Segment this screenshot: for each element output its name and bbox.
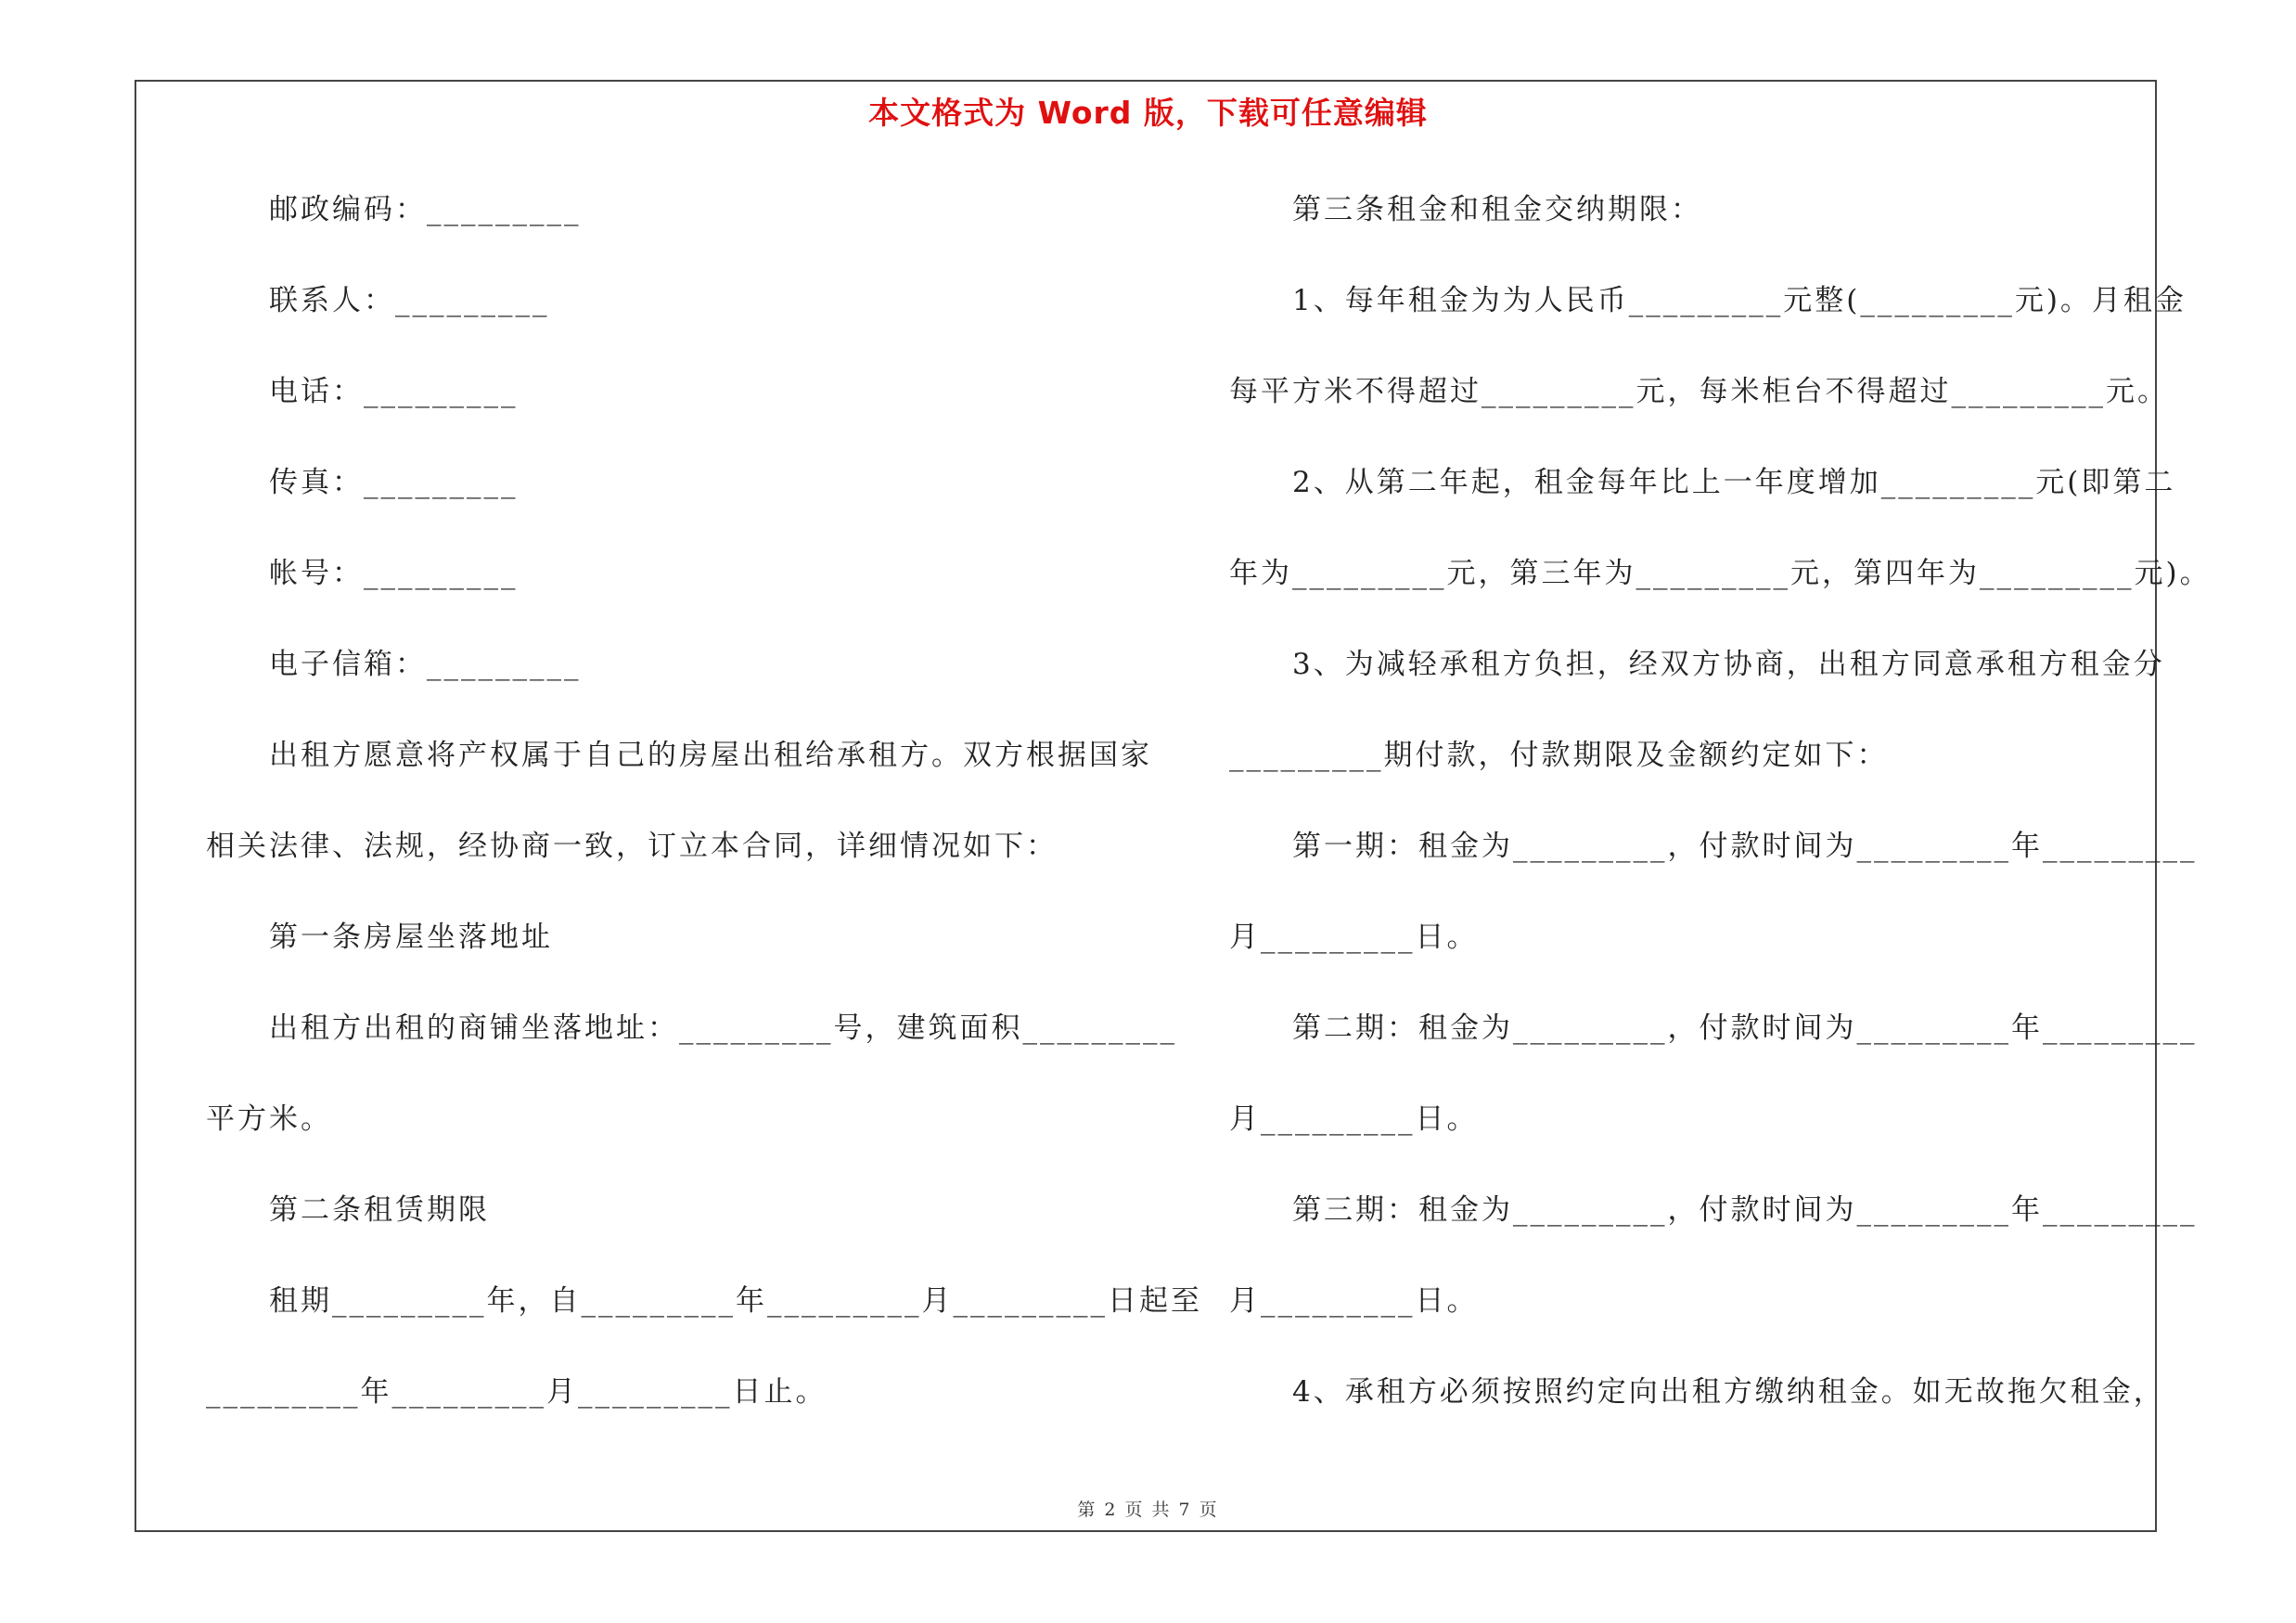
rent-clause-4-line-1: 4、承租方必须按照约定向出租方缴纳租金。如无故拖欠租金， (1292, 1375, 2165, 1409)
account-line: 帐号：_________ (269, 557, 519, 590)
installment-1-line-1: 第一期：租金为_________，付款时间为_________年_________ (1292, 830, 2198, 863)
rent-clause-3-line-1: 3、为减轻承租方负担，经双方协商，出租方同意承租方租金分 (1292, 648, 2165, 681)
intro-paragraph-line-2: 相关法律、法规，经协商一致，订立本合同，详细情况如下： (206, 830, 1058, 863)
article-1-heading: 第一条房屋坐落地址 (269, 921, 553, 954)
rent-clause-1-line-2: 每平方米不得超过_________元，每米柜台不得超过_________元。 (1229, 375, 2169, 408)
email-line: 电子信箱：_________ (269, 648, 582, 681)
format-banner: 本文格式为 Word 版，下载可任意编辑 (868, 95, 1428, 131)
installment-2-line-2: 月_________日。 (1229, 1102, 1479, 1136)
installment-3-line-2: 月_________日。 (1229, 1284, 1479, 1318)
postal-code-line: 邮政编码：_________ (269, 193, 582, 226)
lease-term-line-1: 租期_________年，自_________年_________月_________日起至 (269, 1284, 1202, 1318)
rent-clause-1-line-1: 1、每年租金为为人民币_________元整(_________元)。月租金 (1292, 284, 2187, 317)
intro-paragraph-line-1: 出租方愿意将产权属于自己的房屋出租给承租方。双方根据国家 (269, 739, 1152, 772)
article-2-heading: 第二条租赁期限 (269, 1193, 490, 1227)
address-line-1: 出租方出租的商铺坐落地址：_________号，建筑面积_________ (269, 1011, 1177, 1045)
installment-3-line-1: 第三期：租金为_________，付款时间为_________年_________ (1292, 1193, 2198, 1227)
contact-line: 联系人：_________ (269, 284, 550, 317)
installment-1-line-2: 月_________日。 (1229, 921, 1479, 954)
installment-2-line-1: 第二期：租金为_________，付款时间为_________年_________ (1292, 1011, 2198, 1045)
phone-line: 电话：_________ (269, 375, 519, 408)
fax-line: 传真：_________ (269, 466, 519, 499)
rent-clause-2-line-2: 年为_________元，第三年为_________元，第四年为_________元)。 (1229, 557, 2212, 590)
article-3-heading: 第三条租金和租金交纳期限： (1292, 193, 1702, 226)
rent-clause-2-line-1: 2、从第二年起，租金每年比上一年度增加_________元(即第二 (1292, 466, 2176, 499)
lease-term-line-2: _________年_________月_________日止。 (206, 1375, 827, 1409)
address-line-2: 平方米。 (206, 1102, 332, 1136)
rent-clause-3-line-2: _________期付款，付款期限及金额约定如下： (1229, 739, 1889, 772)
page-number-footer: 第 2 页 共 7 页 (1077, 1500, 1219, 1520)
